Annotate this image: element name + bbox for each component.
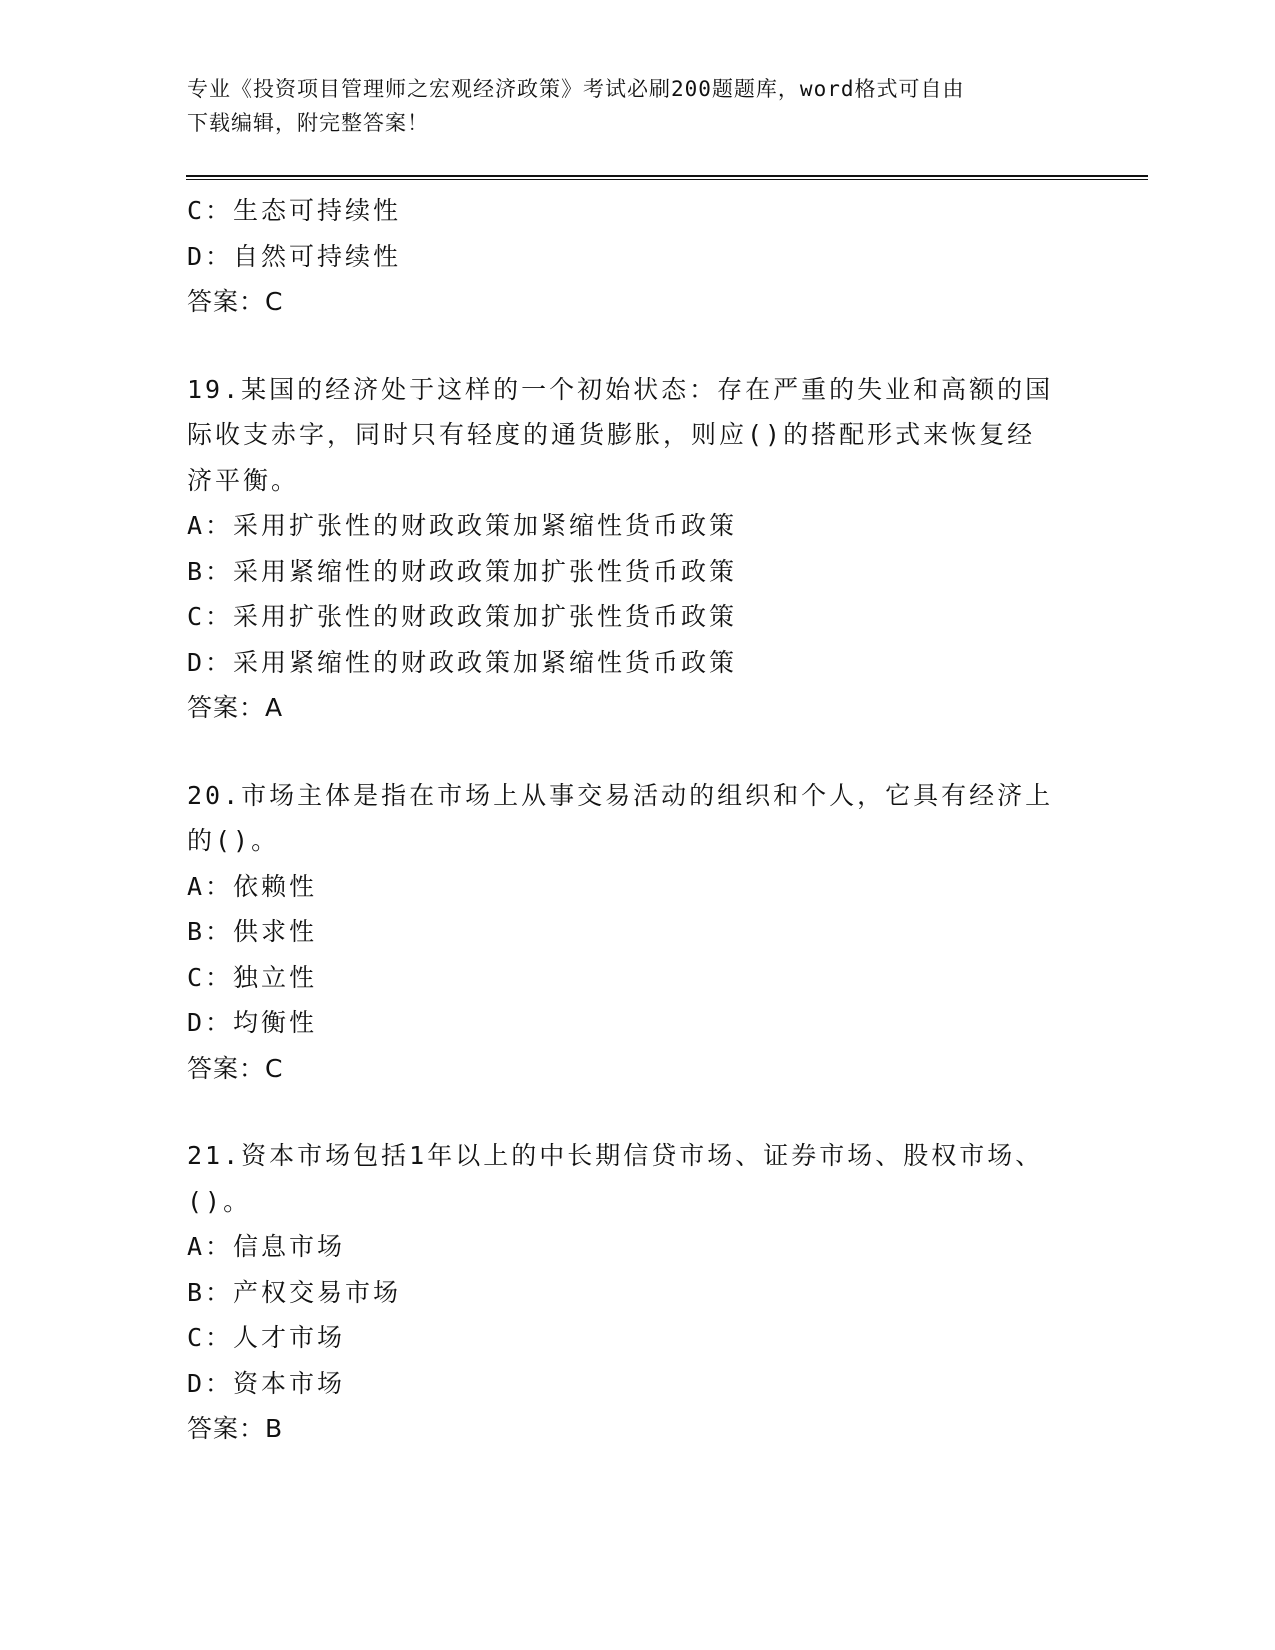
question-spacer [187,731,1087,773]
question-stem-line: ()。 [187,1186,252,1216]
document-header [187,72,1087,140]
answer-line: 答案：C [187,1053,284,1083]
option-c: C：生态可持续性 [187,196,402,225]
answer-line: 答案：B [187,1414,284,1443]
question-stem-line: 际收支赤字，同时只有轻度的通货膨胀，则应()的搭配形式来恢复经 [187,420,1036,449]
header-line-2: 下载编辑，附完整答案！ [187,111,429,135]
option-c: C：人才市场 [187,1323,346,1352]
option-a: A：采用扩张性的财政政策加紧缩性货币政策 [187,511,738,540]
question-spacer [187,1091,1087,1133]
option-b: B：供求性 [187,917,318,946]
option-b: B：产权交易市场 [187,1277,402,1307]
option-d: D：均衡性 [187,1008,318,1037]
option-a: A：信息市场 [187,1232,346,1261]
option-a: A：依赖性 [187,871,318,901]
header-line-1: 专业《投资项目管理师之宏观经济政策》考试必刷200题题库，word格式可自由 [187,77,965,101]
answer-line: 答案：A [187,693,284,722]
question-21 [187,1133,1087,1452]
question-19 [187,367,1087,731]
option-c: C：独立性 [187,962,318,992]
question-stem-line: 的()。 [187,826,280,855]
question-20 [187,773,1087,1092]
option-b: B：采用紧缩性的财政政策加扩张性货币政策 [187,556,738,586]
question-stem-line: 21.资本市场包括1年以上的中长期信贷市场、证券市场、股权市场、 [187,1141,1044,1170]
answer-line: 答案：C [187,287,284,316]
option-d: D：资本市场 [187,1368,346,1398]
question-18 [187,188,1087,325]
question-stem-line: 20.市场主体是指在市场上从事交易活动的组织和个人，它具有经济上 [187,780,1054,810]
question-list [187,188,1087,1452]
question-spacer [187,325,1087,367]
question-stem-line: 19.某国的经济处于这样的一个初始状态：存在严重的失业和高额的国 [187,374,1054,404]
option-d: D：自然可持续性 [187,241,402,271]
option-d: D：采用紧缩性的财政政策加紧缩性货币政策 [187,647,738,677]
header-divider [186,175,1148,180]
question-stem-line: 济平衡。 [187,465,300,495]
option-c: C：采用扩张性的财政政策加扩张性货币政策 [187,602,738,631]
